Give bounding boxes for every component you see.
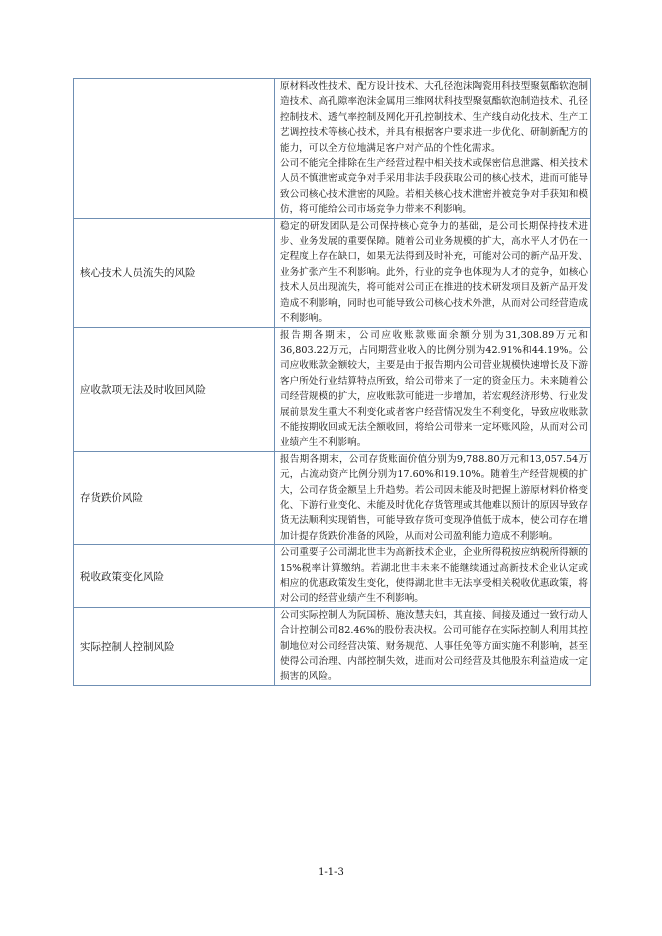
risk-description-paragraph: 公司实际控制人为阮国桥、施汝慧夫妇，其直接、间接及通过一致行动人合计控制公司82.46%的股份表决权。公司可能存在实际控制人利用其控制地位对公司经营决策、财务规范、人事任免等方面实施不利影响，甚至使得公司治理、内部控制失效，进而对公司经营及其他股东利益造成一定损害的风险。 [280,609,588,683]
table-row [74,607,591,685]
risk-description-paragraph: 公司重要子公司湖北世丰为高新技术企业，企业所得税按应纳税所得额的15%税率计算缴纳。若湖北世丰未来不能继续通过高新技术企业认定或相应的优惠政策发生变化，使得湖北世丰无法享受相关税收优惠政策，将对公司的经营业绩产生不利影响。 [280,547,588,605]
risk-description-cell [275,607,591,685]
risk-name-cell: 税收政策变化风险 [74,545,275,608]
risk-description-cell [275,218,591,327]
table-row [74,218,591,327]
table-row [74,451,591,544]
table-row [74,79,591,219]
risk-table [73,78,591,686]
risk-description-paragraph: 报告期各期末，公司存货账面价值分别为9,788.80万元和13,057.54万元，占流动资产比例分别为17.60%和19.10%。随着生产经营规模的扩大，公司存货金额呈上升趋势。若公司因未能及时把握上游原材料价格变化、下游行业变化、未能及时优化存货管理或其他难以预计的原因导致存货无法顺利实现销售，可能导致存货可变现净值低于成本，使公司存在增加计提存货跌价准备的风险，从而对公司盈利能力造成不利影响。 [280,453,588,542]
risk-description-cell [275,451,591,544]
page-number: 1-1-3 [318,867,344,878]
risk-name-cell: 实际控制人控制风险 [74,607,275,685]
table-row [74,545,591,608]
table-row [74,327,591,451]
risk-description-cell [275,79,591,219]
risk-name-cell [74,79,275,219]
risk-description-paragraph: 原材料改性技术、配方设计技术、大孔径泡沫陶瓷用科技型聚氨酯软泡制造技术、高孔隙率泡沫金属用三维网状科技型聚氨酯软泡制造技术、孔径控制技术、透气率控制及网化开孔控制技术、生产线自动化技术、生产工艺调控技术等核心技术，并具有根据客户要求进一步优化、研制新配方的能力，可以全方位地满足客户对产品的个性化需求。 [280,81,588,154]
risk-description-cell [275,545,591,608]
risk-description-paragraph: 稳定的研发团队是公司保持核心竞争力的基础，是公司长期保持技术进步、业务发展的重要保障。随着公司业务规模的扩大，高水平人才仍在一定程度上存在缺口，如果无法得到及时补充，可能对公司的新产品开发、业务扩张产生不利影响。此外，行业的竞争也体现为人才的竞争，如核心技术人员出现流失，将可能对公司正在推进的技术研发项目及新产品开发造成不利影响，同时也可能导致公司核心技术外泄，从而对公司经营造成不利影响。 [280,220,588,325]
risk-description-paragraph: 公司不能完全排除在生产经营过程中相关技术或保密信息泄露、相关技术人员不慎泄密或竞争对手采用非法手段获取公司的核心技术，进而可能导致公司核心技术泄密的风险。若相关核心技术泄密并被竞争对手获知和模仿，将可能给公司市场竞争力带来不利影响。 [280,158,588,216]
risk-description-cell [275,327,591,451]
risk-name-cell: 核心技术人员流失的风险 [74,218,275,327]
risk-name-cell: 存货跌价风险 [74,451,275,544]
risk-name-cell: 应收款项无法及时收回风险 [74,327,275,451]
risk-description-paragraph: 报告期各期末，公司应收账款账面余额分别为31,308.89万元和36,803.22万元，占同期营业收入的比例分别为42.91%和44.19%。公司应收账款金额较大，主要是由于报告期内公司营业规模快速增长及下游客户所处行业结算特点所致，给公司带来了一定的资金压力。未来随着公司经营规模的扩大，应收账款可能进一步增加，若宏观经济形势、行业发展前景发生重大不利变化或者客户经营情况发生不利变化，导致应收账款不能按期收回或无法全额收回，将给公司带来一定坏账风险，从而对公司业绩产生不利影响。 [280,329,588,449]
